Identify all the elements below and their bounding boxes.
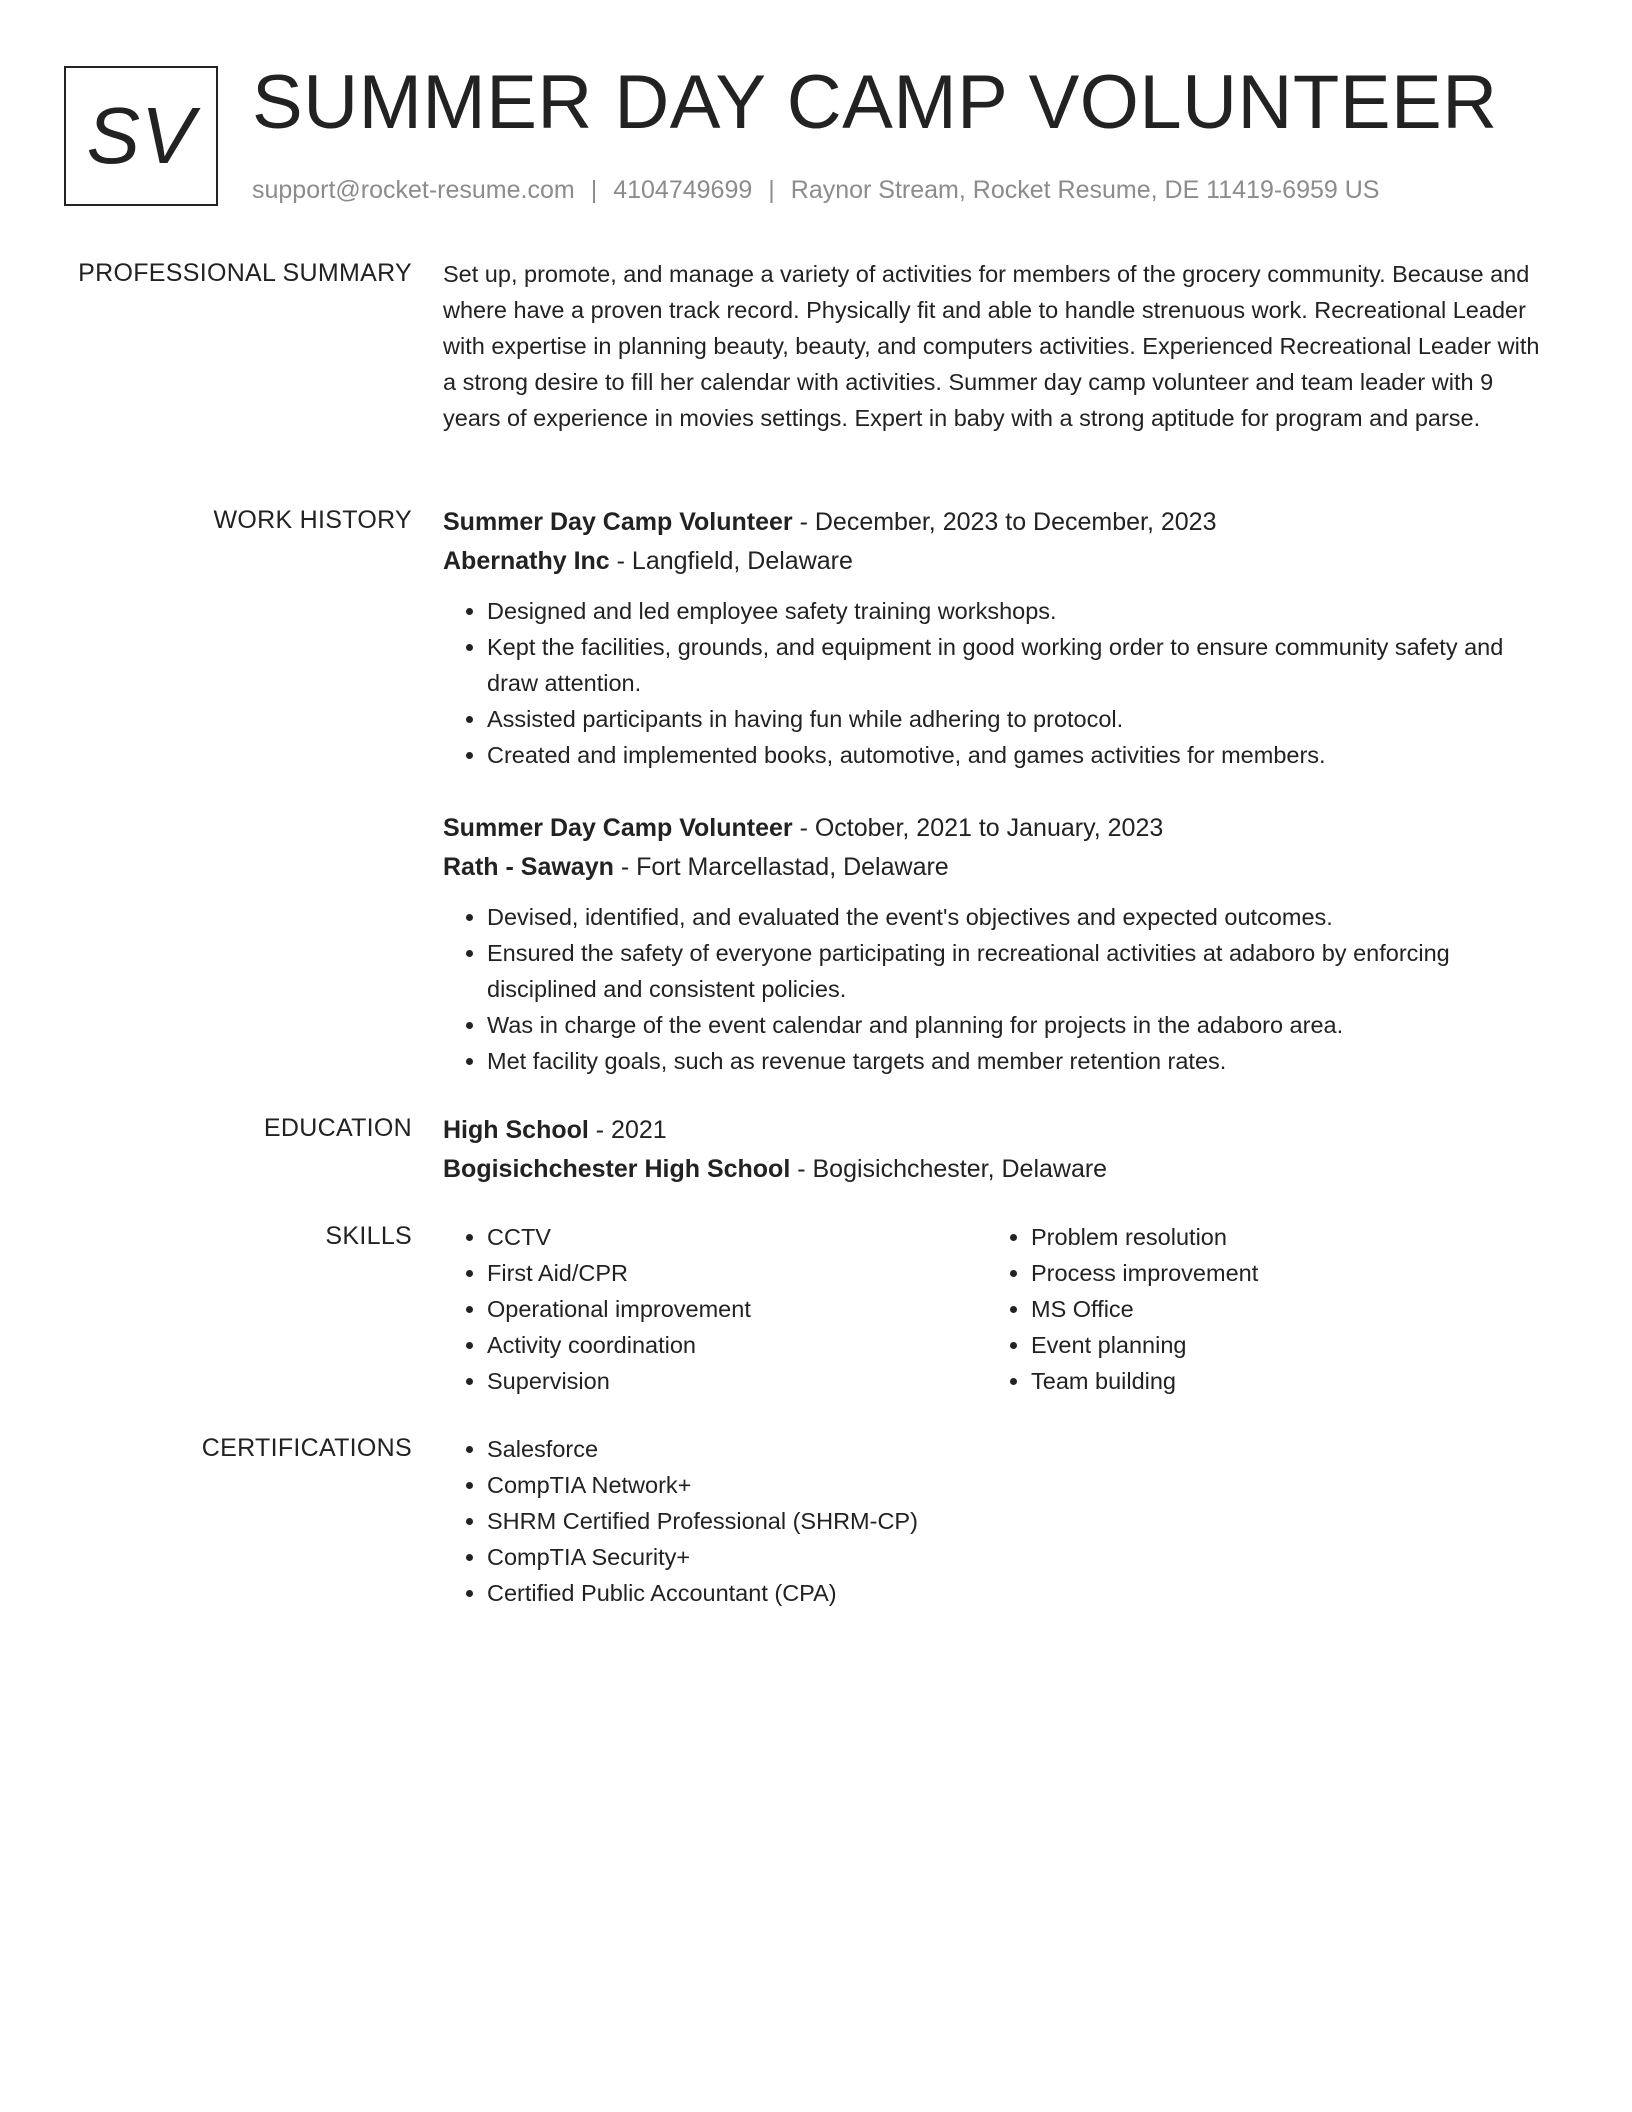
section-heading: EDUCATION [263,1114,412,1142]
contact-address: Raynor Stream, Rocket Resume, DE 11419-6959 US [790,176,1380,204]
list-item: • Event planning [1031,1327,1531,1363]
list-item: • Problem resolution [1031,1219,1531,1255]
job-title: Summer Day Camp Volunteer [443,508,793,536]
section-heading: CERTIFICATIONS [201,1434,412,1462]
job-dates: - October, 2021 to January, 2023 [792,814,1164,842]
section-heading: PROFESSIONAL SUMMARY [78,259,412,287]
list-item: • Created and implemented books, automotive, and games activities for members. [487,737,1543,773]
job-entry [443,503,1543,773]
skills-list-right [987,1219,1531,1399]
list-item: • Certified Public Accountant (CPA) [487,1575,1543,1611]
education-location: - Bogisichchester, Delaware [790,1155,1108,1183]
page-title: SUMMER DAY CAMP VOLUNTEER [252,60,1498,145]
list-item: • Activity coordination [487,1327,987,1363]
job-company-line [443,848,1543,887]
education-degree: High School [443,1116,589,1144]
list-item: • Supervision [487,1363,987,1399]
education-school-line [443,1150,1543,1189]
job-bullets [443,593,1543,773]
list-item: • Operational improvement [487,1291,987,1327]
list-item: • SHRM Certified Professional (SHRM-CP) [487,1503,1543,1539]
list-item: • Team building [1031,1363,1531,1399]
education-degree-line [443,1111,1543,1150]
job-title-line [443,809,1543,848]
summary-body [443,256,1543,436]
list-item: • Devised, identified, and evaluated the event's objectives and expected outcomes. [487,899,1543,935]
list-item: • Assisted participants in having fun while adhering to protocol. [487,701,1543,737]
list-item: • CompTIA Security+ [487,1539,1543,1575]
list-item: • Met facility goals, such as revenue targets and member retention rates. [487,1043,1543,1079]
job-dates: - December, 2023 to December, 2023 [792,508,1217,536]
job-title: Summer Day Camp Volunteer [443,814,793,842]
section-heading: SKILLS [325,1222,412,1250]
summary-text: Set up, promote, and manage a variety of activities for members of the grocery community. Because and where have a proven track record. Physically fit and able to handle strenuous work. Recreational Leader with expertise in planning beauty, beauty, and computers activities. Experienced Recreational Leader with a strong desire to fill her calendar with activities. Summer day camp volunteer and team leader with 9 years of experience in movies settings. Expert in baby with a strong aptitude for program and parse. [443,261,1540,431]
contact-separator: | [590,176,598,204]
job-entry [443,809,1543,1079]
contact-separator: | [768,176,775,204]
list-item: • Process improvement [1031,1255,1531,1291]
job-bullets [443,899,1543,1079]
list-item: • First Aid/CPR [487,1255,987,1291]
job-company: Rath - Sawayn [443,853,614,881]
monogram-logo: SV [64,66,218,206]
job-company-line [443,542,1543,581]
skills-columns [443,1219,1543,1399]
list-item: • Kept the facilities, grounds, and equipment in good working order to ensure community safety and draw attention. [487,629,1543,701]
list-item: • Was in charge of the event calendar and planning for projects in the adaboro area. [487,1007,1543,1043]
contact-email: support@rocket-resume.com [252,176,575,204]
skills-list-left [443,1219,987,1399]
job-location: - Fort Marcellastad, Delaware [613,853,949,881]
education-school: Bogisichchester High School [443,1155,791,1183]
education-year: - 2021 [588,1116,667,1144]
job-company: Abernathy Inc [443,547,610,575]
job-title-line [443,503,1543,542]
certifications-body [443,1431,1543,1611]
contact-line [252,174,1379,206]
section-heading: WORK HISTORY [213,506,412,534]
list-item: • MS Office [1031,1291,1531,1327]
list-item: • CompTIA Network+ [487,1467,1543,1503]
list-item: • Salesforce [487,1431,1543,1467]
job-location: - Langfield, Delaware [609,547,853,575]
education-body [443,1111,1543,1189]
list-item: • CCTV [487,1219,987,1255]
work-history-body [443,503,1543,1079]
certifications-list [443,1431,1543,1611]
skills-body [443,1219,1543,1399]
contact-phone: 4104749699 [613,176,753,204]
list-item: • Designed and led employee safety training workshops. [487,593,1543,629]
list-item: • Ensured the safety of everyone participating in recreational activities at adaboro by enforcing disciplined and consistent policies. [487,935,1543,1007]
